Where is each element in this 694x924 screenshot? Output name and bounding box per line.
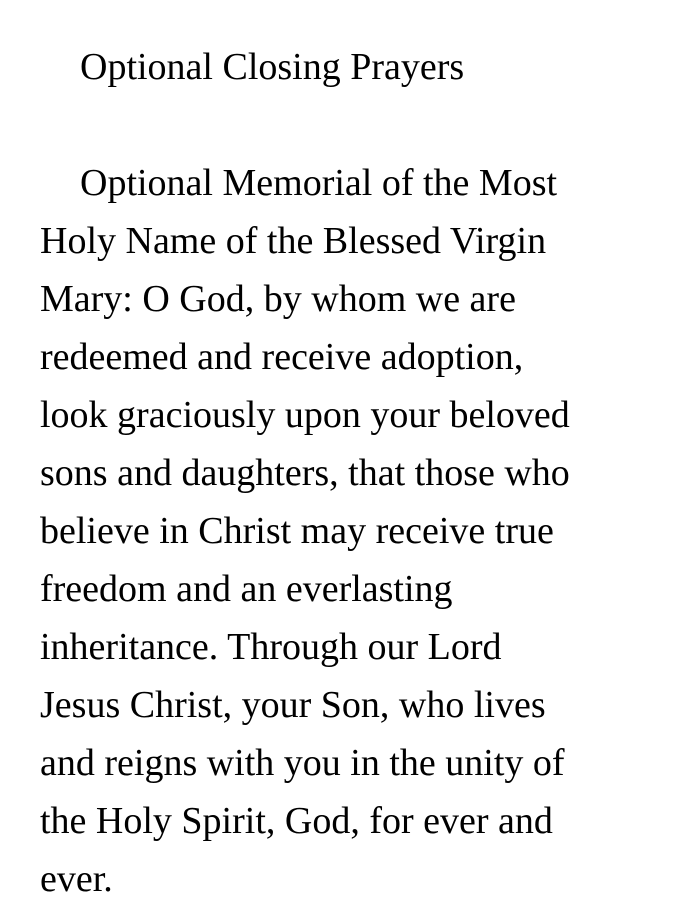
prayer-line: the Holy Spirit, God, for ever and bbox=[40, 800, 553, 842]
spacer bbox=[40, 96, 680, 154]
prayer-line: redeemed and receive adoption, bbox=[40, 336, 524, 378]
prayer-line: sons and daughters, that those who bbox=[40, 452, 570, 494]
prayer-line: Jesus Christ, your Son, who lives bbox=[40, 684, 546, 726]
prayer-line: freedom and an everlasting bbox=[40, 568, 453, 610]
prayer-line: Holy Name of the Blessed Virgin bbox=[40, 220, 547, 262]
prayer-line: believe in Christ may receive true bbox=[40, 510, 554, 552]
prayer-line: inheritance. Through our Lord bbox=[40, 626, 502, 668]
document-page bbox=[40, 38, 680, 908]
prayer-line: Mary: O God, by whom we are bbox=[40, 278, 516, 320]
prayer-paragraph bbox=[40, 154, 680, 908]
prayer-line: and reigns with you in the unity of bbox=[40, 742, 565, 784]
prayer-line: ever. bbox=[40, 858, 113, 900]
section-title: Optional Closing Prayers bbox=[80, 46, 465, 88]
prayer-line: look graciously upon your beloved bbox=[40, 394, 570, 436]
prayer-line: Optional Memorial of the Most bbox=[80, 162, 558, 204]
